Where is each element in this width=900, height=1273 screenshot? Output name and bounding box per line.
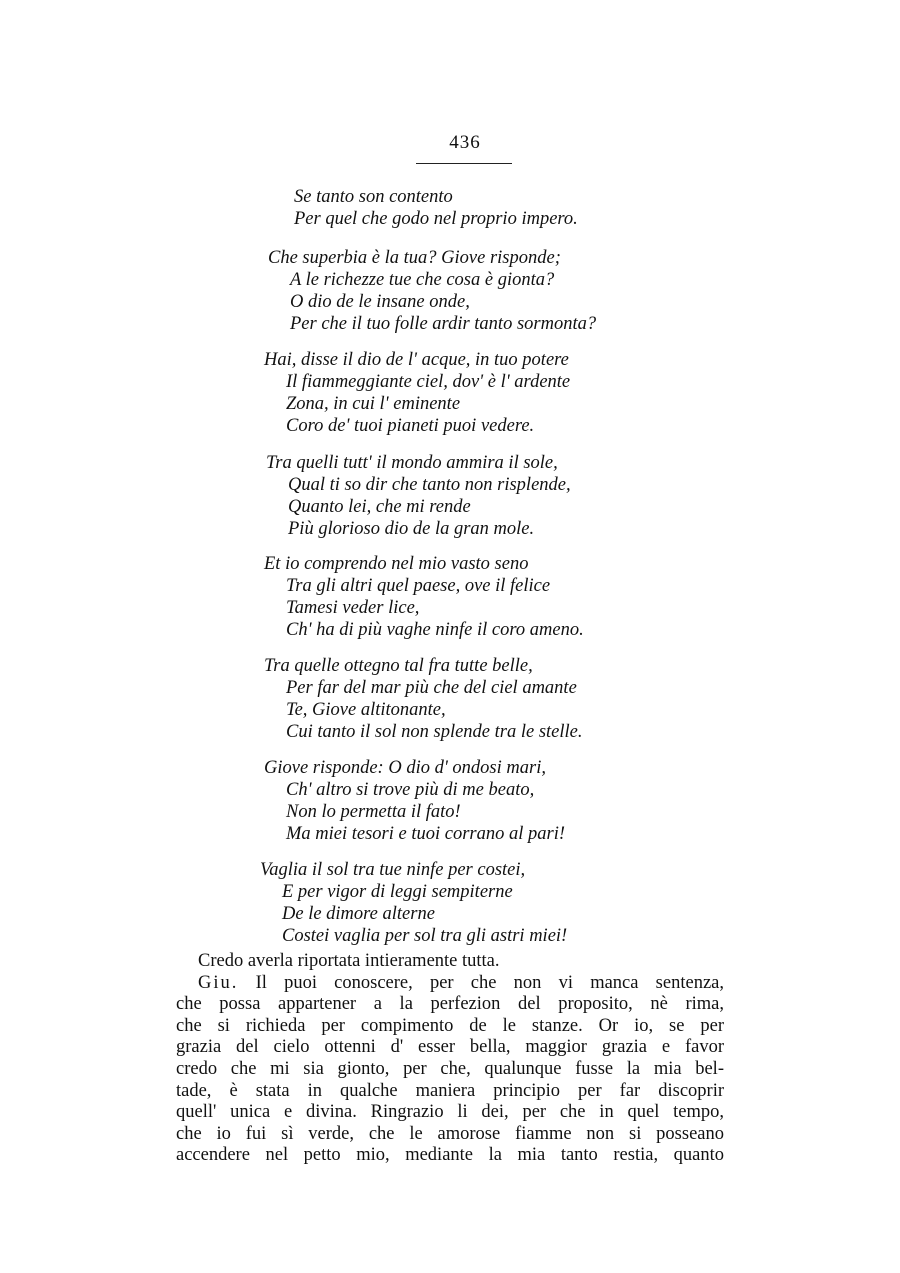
verse-line: Quanto lei, che mi rende [288, 497, 471, 517]
stanza [268, 247, 596, 335]
stanza [264, 349, 570, 437]
page-number: 436 [449, 132, 481, 153]
prose-line: tade, è stata in qualche maniera principio per far discoprir [176, 1080, 724, 1101]
verse-line: Giove risponde: O dio d' ondosi mari, [264, 758, 546, 778]
verse-line: Per far del mar più che del ciel amante [286, 678, 577, 698]
prose-line: Credo averla riportata intieramente tutta. [198, 951, 500, 971]
verse-line: Se tanto son contento [294, 187, 453, 207]
verse-line: Per quel che godo nel proprio impero. [294, 209, 578, 229]
verse-line: Zona, in cui l' eminente [286, 394, 461, 414]
verse-line: Vaglia il sol tra tue ninfe per costei, [260, 860, 526, 880]
verse-line: Tamesi veder lice, [286, 598, 420, 618]
stanza [264, 757, 565, 845]
page-number-rule [416, 163, 512, 164]
prose-line: accendere nel petto mio, mediante la mia tanto restia, quanto [176, 1145, 724, 1166]
prose-line: che si richieda per compimento de le stanze. Or io, se per [176, 1015, 724, 1036]
prose-line: grazia del cielo ottenni d' esser bella, maggior grazia e favor [176, 1037, 724, 1058]
verse-line: Per che il tuo folle ardir tanto sormonta? [290, 314, 597, 334]
verse-line: Ma miei tesori e tuoi corrano al pari! [286, 824, 566, 844]
verse-line: De le dimore alterne [282, 904, 435, 924]
prose-text: Il puoi conoscere, per che non vi manca sentenza, [255, 972, 724, 993]
prose-line: credo che mi sia gionto, per che, qualunque fusse la mia bel- [176, 1058, 724, 1079]
verse-line: Tra quelle ottegno tal fra tutte belle, [264, 656, 533, 676]
prose-line: quell' unica e divina. Ringrazio li dei, per che in quel tempo, [176, 1102, 724, 1123]
stanza [266, 452, 571, 540]
verse-line: O dio de le insane onde, [290, 292, 470, 312]
prose-block [176, 951, 724, 1167]
verse-line: Coro de' tuoi pianeti puoi vedere. [286, 416, 535, 436]
verse-line: Ch' altro si trove più di me beato, [286, 780, 535, 800]
verse-line: Hai, disse il dio de l' acque, in tuo potere [264, 350, 569, 370]
prose-line: che possa appartener a la perfezion del proposito, nè rima, [176, 994, 724, 1015]
verse-line: Che superbia è la tua? Giove risponde; [268, 248, 561, 268]
prose-line: che io fui sì verde, che le amorose fiamme non si posseano [176, 1123, 724, 1144]
stanza [264, 655, 583, 743]
verse-line: Tra quelli tutt' il mondo ammira il sole, [266, 453, 558, 473]
verse-line: Più glorioso dio de la gran mole. [288, 519, 535, 539]
verse-line: E per vigor di leggi sempiterne [282, 882, 513, 902]
verse-line: Il fiammeggiante ciel, dov' è l' ardente [286, 372, 571, 392]
stanza [260, 859, 567, 947]
stanza [294, 186, 578, 230]
prose-line [176, 973, 724, 995]
verse-line: A le richezze tue che cosa è gionta? [290, 270, 555, 290]
verse-line: Et io comprendo nel mio vasto seno [264, 554, 529, 574]
verse-line: Ch' ha di più vaghe ninfe il coro ameno. [286, 620, 584, 640]
verse-line: Costei vaglia per sol tra gli astri miei! [282, 926, 568, 946]
verse-line: Cui tanto il sol non splende tra le stelle. [286, 722, 583, 742]
stanza [264, 553, 584, 641]
verse-line: Tra gli altri quel paese, ove il felice [286, 576, 551, 596]
speaker-name: Giu. [198, 972, 239, 993]
verse-line: Non lo permetta il fato! [286, 802, 461, 822]
verse-line: Qual ti so dir che tanto non risplende, [288, 475, 571, 495]
verse-line: Te, Giove altitonante, [286, 700, 446, 720]
